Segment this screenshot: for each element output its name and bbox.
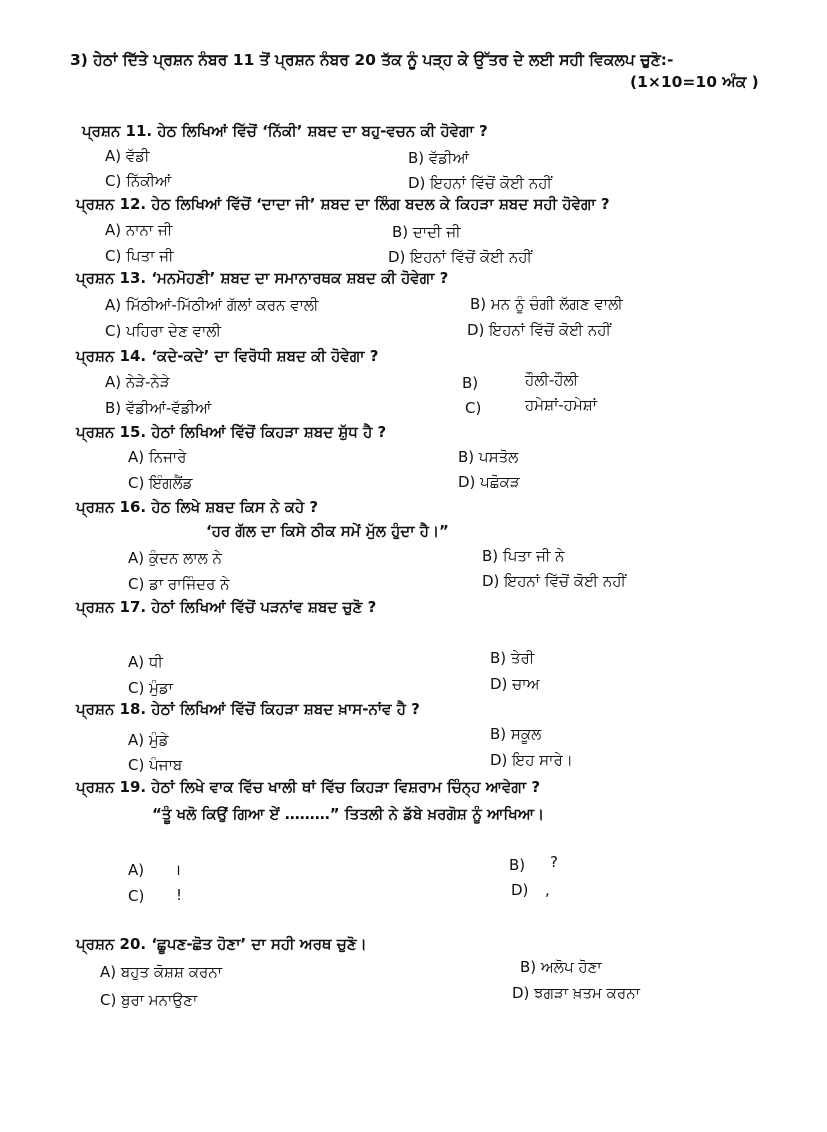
question-20-option-c: C) ਬੁਰਾ ਮਨਾਉਣਾ bbox=[100, 991, 198, 1009]
question-14-option-d-text: ਹਮੇਸ਼ਾਂ-ਹਮੇਸ਼ਾਂ bbox=[525, 396, 598, 414]
question-17-text: ਪ੍ਰਸ਼ਨ 17. ਹੇਠਾਂ ਲਿਖਿਆਂ ਵਿੱਚੋਂ ਪੜਨਾਂਵ ਸ਼ਬਦ ਚੁਣੋ ? bbox=[76, 598, 377, 616]
question-20-option-a: A) ਬਹੁਤ ਕੋਸ਼ਸ਼ ਕਰਨਾ bbox=[100, 963, 222, 981]
question-12-text: ਪ੍ਰਸ਼ਨ 12. ਹੇਠ ਲਿਖਿਆਂ ਵਿੱਚੋਂ ‘ਦਾਦਾ ਜੀ’ ਸ਼ਬਦ ਦਾ ਲਿੰਗ ਬਦਲ ਕੇ ਕਿਹੜਾ ਸ਼ਬਦ ਸਹੀ ਹੋਵੇਗਾ ? bbox=[76, 195, 610, 213]
question-19-option-d-mark: , bbox=[545, 881, 550, 899]
question-15-option-a: A) ਨਿਜਾਰੇ bbox=[128, 448, 187, 466]
question-18-option-a: A) ਮੁੰਡੇ bbox=[128, 731, 169, 749]
question-20-text: ਪ੍ਰਸ਼ਨ 20. ‘ਛੂਪਣ-ਛੋਤ ਹੋਣਾ’ ਦਾ ਸਹੀ ਅਰਥ ਚੁਣੋ। bbox=[76, 935, 367, 953]
question-13-option-a: A) ਮਿੱਠੀਆਂ-ਮਿੱਠੀਆਂ ਗੱਲਾਂ ਕਰਨ ਵਾਲੀ bbox=[105, 296, 319, 314]
question-14-option-a: A) ਨੇੜੇ-ਨੇੜੇ bbox=[105, 373, 170, 391]
question-12-option-d: D) ਇਹਨਾਂ ਵਿੱਚੋਂ ਕੋਈ ਨਹੀਂ bbox=[388, 248, 532, 266]
question-20-option-d: D) ਝਗੜਾ ਖ਼ਤਮ ਕਰਨਾ bbox=[512, 984, 640, 1002]
question-14-text: ਪ੍ਰਸ਼ਨ 14. ‘ਕਦੇ-ਕਦੇ’ ਦਾ ਵਿਰੋਧੀ ਸ਼ਬਦ ਕੀ ਹੋਵੇਗਾ ? bbox=[76, 347, 379, 365]
question-11-option-d: D) ਇਹਨਾਂ ਵਿੱਚੋਂ ਕੋਈ ਨਹੀਂ bbox=[408, 174, 552, 192]
question-19-option-b-label: B) bbox=[509, 856, 526, 874]
question-14-option-d-label: C) bbox=[465, 399, 482, 417]
question-15-text: ਪ੍ਰਸ਼ਨ 15. ਹੇਠਾਂ ਲਿਖਿਆਂ ਵਿੱਚੋਂ ਕਿਹੜਾ ਸ਼ਬਦ ਸ਼ੁੱਧ ਹੈ ? bbox=[76, 423, 387, 441]
question-19-option-c-mark: ! bbox=[176, 886, 183, 904]
question-20-option-b: B) ਅਲੋਪ ਹੋਣਾ bbox=[520, 958, 602, 976]
question-15-option-d: D) ਪਛੋਕੜ bbox=[458, 473, 520, 491]
question-19-option-d-label: D) bbox=[511, 881, 529, 899]
question-19-option-b-mark: ? bbox=[550, 853, 558, 871]
question-16-text: ਪ੍ਰਸ਼ਨ 16. ਹੇਠ ਲਿਖੇ ਸ਼ਬਦ ਕਿਸ ਨੇ ਕਹੇ ? bbox=[76, 498, 319, 516]
question-14-option-b-text: ਹੌਲੀ-ਹੌਲੀ bbox=[525, 371, 579, 389]
question-19-text: ਪ੍ਰਸ਼ਨ 19. ਹੇਠਾਂ ਲਿਖੇ ਵਾਕ ਵਿੱਚ ਖਾਲੀ ਥਾਂ ਵਿੱਚ ਕਿਹੜਾ ਵਿਸ਼ਰਾਮ ਚਿੰਨ੍ਹ ਆਵੇਗਾ ? bbox=[76, 778, 541, 796]
question-18-option-b: B) ਸਕੂਲ bbox=[490, 725, 542, 743]
question-11-option-b: B) ਵੱਡੀਆਂ bbox=[408, 149, 469, 167]
question-12-option-c: C) ਪਿਤਾ ਜੀ bbox=[105, 247, 174, 265]
question-11-option-a: A) ਵੱਡੀ bbox=[105, 147, 150, 165]
question-19-option-a-label: A) bbox=[128, 861, 145, 879]
question-11-option-c: C) ਨਿੱਕੀਆਂ bbox=[105, 172, 172, 190]
question-16-option-c: C) ਡਾ ਰਾਜਿੰਦਰ ਨੇ bbox=[128, 575, 230, 593]
question-19-quote: “ਤੂੰ ਖਲੋ ਕਿਉਂ ਗਿਆ ਏਂ ………” ਤਿਤਲੀ ਨੇ ਡੱਬੇ ਖ਼ਰਗੋਸ਼ ਨੂੰ ਆਖਿਆ। bbox=[152, 805, 545, 823]
question-19-option-a-mark: । bbox=[175, 861, 181, 879]
section-instruction: 3) ਹੇਠਾਂ ਦਿੱਤੇ ਪ੍ਰਸ਼ਨ ਨੰਬਰ 11 ਤੋਂ ਪ੍ਰਸ਼ਨ ਨੰਬਰ 20 ਤੱਕ ਨੂੰ ਪੜ੍ਹ ਕੇ ਉੱਤਰ ਦੇ ਲਈ ਸਹੀ ਵਿਕਲਪ ਚੁਣੋ:- bbox=[70, 51, 674, 69]
question-13-text: ਪ੍ਰਸ਼ਨ 13. ‘ਮਨਮੋਹਣੀ’ ਸ਼ਬਦ ਦਾ ਸਮਾਨਾਰਥਕ ਸ਼ਬਦ ਕੀ ਹੋਵੇਗਾ ? bbox=[76, 269, 449, 287]
question-18-option-d: D) ਇਹ ਸਾਰੇ। bbox=[490, 751, 573, 769]
question-16-quote: ‘ਹਰ ਗੱਲ ਦਾ ਕਿਸੇ ਠੀਕ ਸਮੇਂ ਮੁੱਲ ਹੁੰਦਾ ਹੈ।” bbox=[206, 522, 449, 540]
question-14-option-b-label: B) bbox=[462, 374, 479, 392]
question-11-text: ਪ੍ਰਸ਼ਨ 11. ਹੇਠ ਲਿਖਿਆਂ ਵਿੱਚੋਂ ‘ਨਿੱਕੀ’ ਸ਼ਬਦ ਦਾ ਬਹੁ-ਵਚਨ ਕੀ ਹੋਵੇਗਾ ? bbox=[82, 122, 488, 140]
question-15-option-b: B) ਪਸਤੋਲ bbox=[458, 448, 519, 466]
question-12-option-b: B) ਦਾਦੀ ਜੀ bbox=[392, 223, 461, 241]
question-18-text: ਪ੍ਰਸ਼ਨ 18. ਹੇਠਾਂ ਲਿਖਿਆਂ ਵਿੱਚੋਂ ਕਿਹੜਾ ਸ਼ਬਦ ਖ਼ਾਸ-ਨਾਂਵ ਹੈ ? bbox=[76, 700, 420, 718]
question-13-option-d: D) ਇਹਨਾਂ ਵਿੱਚੋਂ ਕੋਈ ਨਹੀਂ bbox=[467, 321, 611, 339]
question-14-option-c: B) ਵੱਡੀਆਂ-ਵੱਡੀਆਂ bbox=[105, 399, 212, 417]
question-18-option-c: C) ਪੰਜਾਬ bbox=[128, 756, 183, 774]
question-13-option-c: C) ਪਹਿਰਾ ਦੇਣ ਵਾਲੀ bbox=[105, 322, 221, 340]
question-17-option-d: D) ਚਾਅ bbox=[490, 675, 540, 693]
question-17-option-a: A) ਧੀ bbox=[128, 653, 163, 671]
section-marks: (1×10=10 ਅੰਕ ) bbox=[630, 73, 759, 91]
question-19-option-c-label: C) bbox=[128, 887, 145, 905]
question-13-option-b: B) ਮਨ ਨੂੰ ਚੰਗੀ ਲੱਗਣ ਵਾਲੀ bbox=[470, 295, 623, 313]
question-15-option-c: C) ਇੰਗਲੈਂਡ bbox=[128, 474, 193, 492]
question-16-option-d: D) ਇਹਨਾਂ ਵਿੱਚੋਂ ਕੋਈ ਨਹੀਂ bbox=[482, 572, 626, 590]
question-17-option-b: B) ਤੇਰੀ bbox=[490, 649, 535, 667]
question-16-option-a: A) ਕੁੰਦਨ ਲਾਲ ਨੇ bbox=[128, 549, 222, 567]
question-17-option-c: C) ਮੁੰਡਾ bbox=[128, 679, 174, 697]
question-16-option-b: B) ਪਿਤਾ ਜੀ ਨੇ bbox=[482, 547, 565, 565]
question-12-option-a: A) ਨਾਨਾ ਜੀ bbox=[105, 221, 173, 239]
